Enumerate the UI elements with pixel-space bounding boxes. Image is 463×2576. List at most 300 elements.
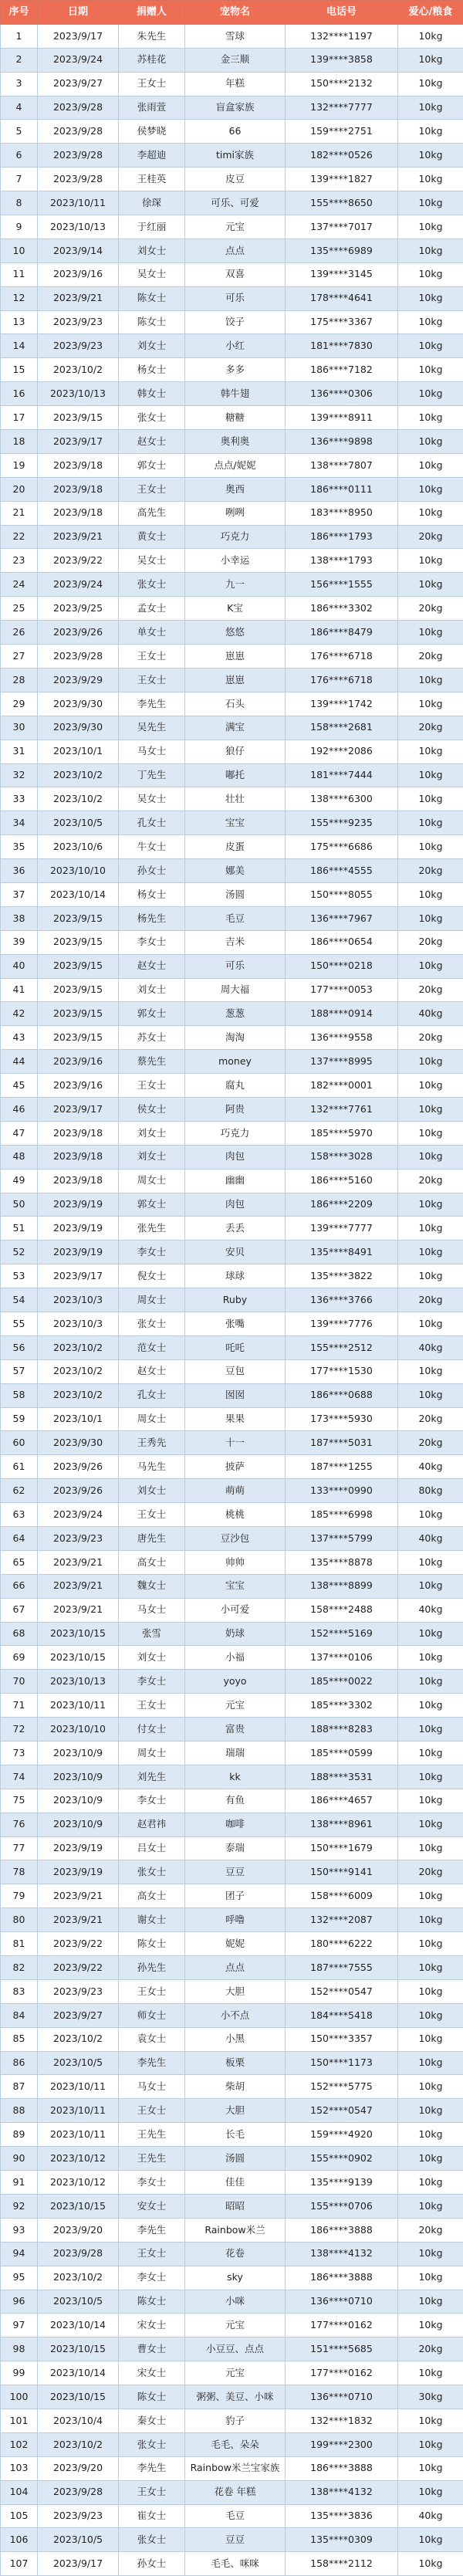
cell-pet-name: 崽崽	[185, 645, 286, 669]
cell-pet-name: 花卷 年糕	[185, 2480, 286, 2504]
table-row	[1, 2314, 463, 2337]
cell-food: 10kg	[398, 2408, 463, 2432]
cell-date: 2023/10/2	[38, 787, 119, 811]
cell-phone: 180****6222	[286, 1932, 398, 1956]
cell-index: 88	[1, 2099, 38, 2123]
table-row	[1, 72, 463, 96]
cell-donor: 张女士	[119, 573, 185, 597]
cell-pet-name: 九一	[185, 573, 286, 597]
cell-phone: 139****8911	[286, 406, 398, 430]
cell-pet-name: 柴胡	[185, 2075, 286, 2099]
cell-donor: 李女士	[119, 1670, 185, 1694]
cell-donor: 袁女士	[119, 2027, 185, 2051]
cell-food: 20kg	[398, 645, 463, 669]
cell-pet-name: 元宝	[185, 215, 286, 239]
cell-index: 24	[1, 573, 38, 597]
cell-date: 2023/9/30	[38, 692, 119, 716]
cell-pet-name: 吒吒	[185, 1335, 286, 1359]
cell-phone: 132****1832	[286, 2408, 398, 2432]
table-row	[1, 1359, 463, 1383]
cell-pet-name: 萌萌	[185, 1479, 286, 1503]
cell-index: 36	[1, 859, 38, 883]
cell-index: 105	[1, 2504, 38, 2528]
cell-date: 2023/10/6	[38, 835, 119, 859]
table-row	[1, 1550, 463, 1574]
cell-date: 2023/9/19	[38, 1217, 119, 1241]
cell-phone: 135****3822	[286, 1264, 398, 1288]
cell-donor: 崔女士	[119, 2504, 185, 2528]
cell-date: 2023/10/11	[38, 1694, 119, 1718]
cell-phone: 152****0547	[286, 1979, 398, 2003]
cell-index: 32	[1, 763, 38, 787]
header-donor: 捐赠人	[119, 1, 185, 25]
table-row	[1, 763, 463, 787]
cell-donor: 李女士	[119, 2171, 185, 2195]
cell-food: 10kg	[398, 1241, 463, 1264]
cell-food: 10kg	[398, 2290, 463, 2314]
table-header	[1, 1, 463, 25]
cell-food: 10kg	[398, 406, 463, 430]
table-row	[1, 1598, 463, 1622]
cell-donor: 苏女士	[119, 1026, 185, 1050]
cell-food: 10kg	[398, 1718, 463, 1742]
table-row	[1, 2528, 463, 2552]
cell-index: 87	[1, 2075, 38, 2099]
cell-pet-name: yoyo	[185, 1670, 286, 1694]
cell-date: 2023/10/9	[38, 1765, 119, 1789]
cell-date: 2023/9/19	[38, 1193, 119, 1217]
table-row	[1, 954, 463, 978]
cell-index: 91	[1, 2171, 38, 2195]
cell-index: 23	[1, 549, 38, 573]
cell-food: 10kg	[398, 2432, 463, 2456]
table-row	[1, 692, 463, 716]
cell-food: 20kg	[398, 1026, 463, 1050]
cell-phone: 138****8961	[286, 1813, 398, 1836]
cell-index: 27	[1, 645, 38, 669]
cell-food: 40kg	[398, 1002, 463, 1026]
cell-index: 7	[1, 168, 38, 191]
cell-phone: 175****3367	[286, 310, 398, 334]
header-food: 爱心/粮食	[398, 1, 463, 25]
cell-phone: 152****0547	[286, 2099, 398, 2123]
cell-index: 21	[1, 501, 38, 525]
cell-food: 10kg	[398, 1836, 463, 1860]
cell-donor: 师女士	[119, 2003, 185, 2027]
cell-food: 10kg	[398, 334, 463, 358]
table-row	[1, 573, 463, 597]
table-row	[1, 2408, 463, 2432]
cell-date: 2023/9/23	[38, 2504, 119, 2528]
cell-date: 2023/10/11	[38, 2099, 119, 2123]
cell-food: 10kg	[398, 668, 463, 692]
cell-donor: 丁先生	[119, 763, 185, 787]
cell-food: 20kg	[398, 1169, 463, 1193]
cell-donor: 赵君祎	[119, 1813, 185, 1836]
cell-date: 2023/9/17	[38, 430, 119, 454]
cell-phone: 135****8491	[286, 1241, 398, 1264]
cell-food: 40kg	[398, 1598, 463, 1622]
cell-phone: 186****0111	[286, 477, 398, 501]
cell-index: 66	[1, 1574, 38, 1598]
cell-date: 2023/10/9	[38, 1742, 119, 1765]
cell-phone: 159****2751	[286, 120, 398, 144]
cell-phone: 132****7777	[286, 96, 398, 120]
table-row	[1, 120, 463, 144]
cell-phone: 139****7777	[286, 1217, 398, 1241]
cell-index: 8	[1, 191, 38, 215]
cell-phone: 136****7967	[286, 906, 398, 930]
table-row	[1, 1193, 463, 1217]
cell-index: 38	[1, 906, 38, 930]
cell-index: 57	[1, 1359, 38, 1383]
cell-date: 2023/10/2	[38, 1335, 119, 1359]
cell-phone: 136****9558	[286, 1026, 398, 1050]
cell-pet-name: 豹子	[185, 2408, 286, 2432]
cell-food: 20kg	[398, 716, 463, 740]
table-row	[1, 191, 463, 215]
table-row	[1, 144, 463, 168]
cell-donor: 张女士	[119, 406, 185, 430]
cell-index: 69	[1, 1646, 38, 1670]
cell-index: 54	[1, 1288, 38, 1312]
cell-pet-name: 安贝	[185, 1241, 286, 1264]
cell-phone: 159****4920	[286, 2123, 398, 2147]
cell-donor: 王先生	[119, 2123, 185, 2147]
cell-phone: 184****5418	[286, 2003, 398, 2027]
table-row	[1, 1312, 463, 1335]
cell-phone: 181****7830	[286, 334, 398, 358]
header-pet-name: 宠物名	[185, 1, 286, 25]
cell-date: 2023/9/16	[38, 1074, 119, 1098]
cell-food: 10kg	[398, 2099, 463, 2123]
cell-pet-name: 双喜	[185, 262, 286, 286]
cell-donor: 刘女士	[119, 1121, 185, 1145]
table-row	[1, 1836, 463, 1860]
table-row	[1, 1956, 463, 1980]
cell-food: 10kg	[398, 1813, 463, 1836]
cell-donor: 周女士	[119, 1169, 185, 1193]
cell-food: 10kg	[398, 1574, 463, 1598]
cell-index: 62	[1, 1479, 38, 1503]
table-row	[1, 978, 463, 1002]
cell-donor: 高女士	[119, 1884, 185, 1908]
cell-pet-name: 花卷	[185, 2242, 286, 2266]
cell-phone: 182****0526	[286, 144, 398, 168]
cell-pet-name: 十一	[185, 1431, 286, 1455]
cell-food: 10kg	[398, 763, 463, 787]
cell-donor: 李超迪	[119, 144, 185, 168]
cell-index: 83	[1, 1979, 38, 2003]
cell-index: 30	[1, 716, 38, 740]
cell-donor: 陈女士	[119, 310, 185, 334]
cell-date: 2023/10/2	[38, 2266, 119, 2290]
header-date: 日期	[38, 1, 119, 25]
cell-pet-name: 元宝	[185, 2361, 286, 2385]
cell-food: 10kg	[398, 1908, 463, 1932]
cell-pet-name: kk	[185, 1765, 286, 1789]
cell-donor: 徐琛	[119, 191, 185, 215]
cell-food: 10kg	[398, 1694, 463, 1718]
cell-index: 86	[1, 2051, 38, 2075]
cell-pet-name: 汤圆	[185, 882, 286, 906]
cell-donor: 侯梦晓	[119, 120, 185, 144]
cell-food: 10kg	[398, 1742, 463, 1765]
cell-pet-name: 毛毛、咪咪	[185, 2552, 286, 2576]
cell-donor: 郭女士	[119, 1193, 185, 1217]
table-row	[1, 382, 463, 406]
cell-date: 2023/10/9	[38, 1789, 119, 1813]
cell-date: 2023/10/11	[38, 2075, 119, 2099]
cell-donor: 蔡先生	[119, 1050, 185, 1074]
cell-date: 2023/9/15	[38, 1002, 119, 1026]
cell-food: 10kg	[398, 2480, 463, 2504]
table-row	[1, 286, 463, 310]
cell-food: 10kg	[398, 1979, 463, 2003]
cell-phone: 150****8055	[286, 882, 398, 906]
cell-pet-name: 毛毛、朵朵	[185, 2432, 286, 2456]
table-row	[1, 2075, 463, 2099]
cell-phone: 158****3028	[286, 1145, 398, 1169]
table-row	[1, 668, 463, 692]
cell-index: 13	[1, 310, 38, 334]
cell-donor: 马先生	[119, 1455, 185, 1479]
cell-food: 10kg	[398, 120, 463, 144]
cell-pet-name: sky	[185, 2266, 286, 2290]
cell-index: 2	[1, 48, 38, 72]
cell-food: 10kg	[398, 1383, 463, 1407]
table-row	[1, 1765, 463, 1789]
cell-pet-name: 毛豆	[185, 2504, 286, 2528]
cell-index: 17	[1, 406, 38, 430]
cell-index: 43	[1, 1026, 38, 1050]
cell-donor: 王女士	[119, 2242, 185, 2266]
cell-donor: 王女士	[119, 2480, 185, 2504]
cell-pet-name: 崽崽	[185, 668, 286, 692]
cell-food: 10kg	[398, 1956, 463, 1980]
cell-phone: 188****8283	[286, 1718, 398, 1742]
cell-food: 10kg	[398, 1145, 463, 1169]
cell-phone: 132****7761	[286, 1097, 398, 1121]
cell-donor: 李先生	[119, 2456, 185, 2480]
table-row	[1, 262, 463, 286]
cell-phone: 199****2300	[286, 2432, 398, 2456]
cell-index: 103	[1, 2456, 38, 2480]
cell-phone: 138****6300	[286, 787, 398, 811]
cell-donor: 陈女士	[119, 286, 185, 310]
cell-phone: 186****4657	[286, 1789, 398, 1813]
table-row	[1, 859, 463, 883]
cell-food: 10kg	[398, 2147, 463, 2171]
cell-date: 2023/10/15	[38, 2194, 119, 2218]
table-row	[1, 2099, 463, 2123]
cell-index: 72	[1, 1718, 38, 1742]
cell-phone: 139****3858	[286, 48, 398, 72]
table-row	[1, 1455, 463, 1479]
cell-food: 10kg	[398, 1050, 463, 1074]
cell-pet-name: Ruby	[185, 1288, 286, 1312]
cell-date: 2023/9/26	[38, 1455, 119, 1479]
table-row	[1, 1694, 463, 1718]
cell-food: 10kg	[398, 1193, 463, 1217]
cell-donor: 王女士	[119, 2099, 185, 2123]
cell-index: 90	[1, 2147, 38, 2171]
cell-date: 2023/10/5	[38, 2051, 119, 2075]
table-row	[1, 2266, 463, 2290]
cell-pet-name: 66	[185, 120, 286, 144]
cell-phone: 187****7555	[286, 1956, 398, 1980]
cell-index: 56	[1, 1335, 38, 1359]
cell-donor: 刘女士	[119, 978, 185, 1002]
cell-donor: 王女士	[119, 645, 185, 669]
cell-index: 37	[1, 882, 38, 906]
cell-pet-name: 囡囡	[185, 1383, 286, 1407]
cell-phone: 186****2209	[286, 1193, 398, 1217]
cell-date: 2023/9/17	[38, 1264, 119, 1288]
cell-donor: 牛女士	[119, 835, 185, 859]
cell-donor: 孔女士	[119, 1383, 185, 1407]
cell-index: 28	[1, 668, 38, 692]
cell-pet-name: 瑞瑞	[185, 1742, 286, 1765]
cell-index: 107	[1, 2552, 38, 2576]
cell-phone: 139****7776	[286, 1312, 398, 1335]
cell-donor: 李先生	[119, 2218, 185, 2242]
cell-date: 2023/9/15	[38, 930, 119, 954]
cell-index: 46	[1, 1097, 38, 1121]
cell-index: 71	[1, 1694, 38, 1718]
cell-donor: 郭女士	[119, 453, 185, 477]
cell-food: 10kg	[398, 358, 463, 382]
cell-donor: 杨女士	[119, 358, 185, 382]
cell-donor: 于红丽	[119, 215, 185, 239]
cell-phone: 152****5169	[286, 1622, 398, 1646]
table-row	[1, 501, 463, 525]
cell-food: 20kg	[398, 2218, 463, 2242]
cell-date: 2023/10/2	[38, 1383, 119, 1407]
cell-index: 96	[1, 2290, 38, 2314]
cell-date: 2023/9/17	[38, 1097, 119, 1121]
cell-index: 70	[1, 1670, 38, 1694]
cell-donor: 魏女士	[119, 1574, 185, 1598]
cell-donor: 倪女士	[119, 1264, 185, 1288]
cell-phone: 150****1173	[286, 2051, 398, 2075]
cell-pet-name: 小红	[185, 334, 286, 358]
cell-date: 2023/9/21	[38, 286, 119, 310]
cell-donor: 马女士	[119, 1598, 185, 1622]
cell-donor: 宋女士	[119, 2314, 185, 2337]
cell-index: 61	[1, 1455, 38, 1479]
cell-pet-name: 富贵	[185, 1718, 286, 1742]
cell-pet-name: 泰瑞	[185, 1836, 286, 1860]
cell-index: 82	[1, 1956, 38, 1980]
cell-phone: 135****3836	[286, 2504, 398, 2528]
cell-food: 40kg	[398, 1335, 463, 1359]
cell-index: 3	[1, 72, 38, 96]
cell-date: 2023/10/3	[38, 1288, 119, 1312]
cell-donor: 朱先生	[119, 24, 185, 48]
cell-date: 2023/10/15	[38, 2385, 119, 2409]
cell-food: 80kg	[398, 1479, 463, 1503]
header-row	[1, 1, 463, 25]
cell-food: 20kg	[398, 1407, 463, 1431]
cell-date: 2023/9/28	[38, 168, 119, 191]
table-row	[1, 930, 463, 954]
table-row	[1, 1074, 463, 1098]
cell-food: 10kg	[398, 1074, 463, 1098]
cell-index: 19	[1, 453, 38, 477]
cell-pet-name: Rainbow米兰	[185, 2218, 286, 2242]
cell-phone: 155****2512	[286, 1335, 398, 1359]
table-row	[1, 1241, 463, 1264]
cell-index: 58	[1, 1383, 38, 1407]
table-row	[1, 1813, 463, 1836]
cell-index: 74	[1, 1765, 38, 1789]
cell-pet-name: 韩牛翅	[185, 382, 286, 406]
cell-pet-name: 饺子	[185, 310, 286, 334]
cell-phone: 135****0309	[286, 2528, 398, 2552]
table-row	[1, 1718, 463, 1742]
cell-donor: 王女士	[119, 1503, 185, 1527]
cell-phone: 138****8899	[286, 1574, 398, 1598]
cell-date: 2023/9/21	[38, 1574, 119, 1598]
cell-phone: 132****2087	[286, 1908, 398, 1932]
cell-date: 2023/9/19	[38, 1241, 119, 1264]
cell-phone: 192****2086	[286, 740, 398, 763]
cell-phone: 155****9235	[286, 811, 398, 835]
cell-food: 10kg	[398, 1312, 463, 1335]
cell-donor: 李女士	[119, 1241, 185, 1264]
table-row	[1, 2480, 463, 2504]
cell-phone: 156****1555	[286, 573, 398, 597]
cell-index: 73	[1, 1742, 38, 1765]
cell-donor: 王女士	[119, 1979, 185, 2003]
table-row	[1, 2432, 463, 2456]
cell-pet-name: 点点	[185, 239, 286, 262]
table-row	[1, 906, 463, 930]
cell-food: 10kg	[398, 2123, 463, 2147]
cell-phone: 186****3888	[286, 2266, 398, 2290]
cell-date: 2023/10/14	[38, 2314, 119, 2337]
cell-date: 2023/10/15	[38, 2337, 119, 2361]
cell-food: 10kg	[398, 2528, 463, 2552]
cell-food: 10kg	[398, 2361, 463, 2385]
cell-food: 20kg	[398, 1431, 463, 1455]
cell-index: 99	[1, 2361, 38, 2385]
cell-phone: 158****2488	[286, 1598, 398, 1622]
cell-phone: 182****0001	[286, 1074, 398, 1098]
cell-pet-name: 点点/妮妮	[185, 453, 286, 477]
cell-date: 2023/10/11	[38, 191, 119, 215]
cell-food: 20kg	[398, 930, 463, 954]
cell-date: 2023/9/27	[38, 2003, 119, 2027]
cell-food: 10kg	[398, 477, 463, 501]
cell-donor: 张雨萱	[119, 96, 185, 120]
table-row	[1, 1121, 463, 1145]
cell-phone: 187****5031	[286, 1431, 398, 1455]
cell-donor: 王桂英	[119, 168, 185, 191]
cell-donor: 吴女士	[119, 787, 185, 811]
cell-food: 20kg	[398, 525, 463, 549]
table-row	[1, 787, 463, 811]
cell-pet-name: 球球	[185, 1264, 286, 1288]
cell-phone: 137****8995	[286, 1050, 398, 1074]
cell-date: 2023/9/23	[38, 310, 119, 334]
cell-food: 10kg	[398, 1550, 463, 1574]
cell-index: 35	[1, 835, 38, 859]
cell-index: 77	[1, 1836, 38, 1860]
cell-food: 10kg	[398, 430, 463, 454]
cell-date: 2023/10/10	[38, 1718, 119, 1742]
